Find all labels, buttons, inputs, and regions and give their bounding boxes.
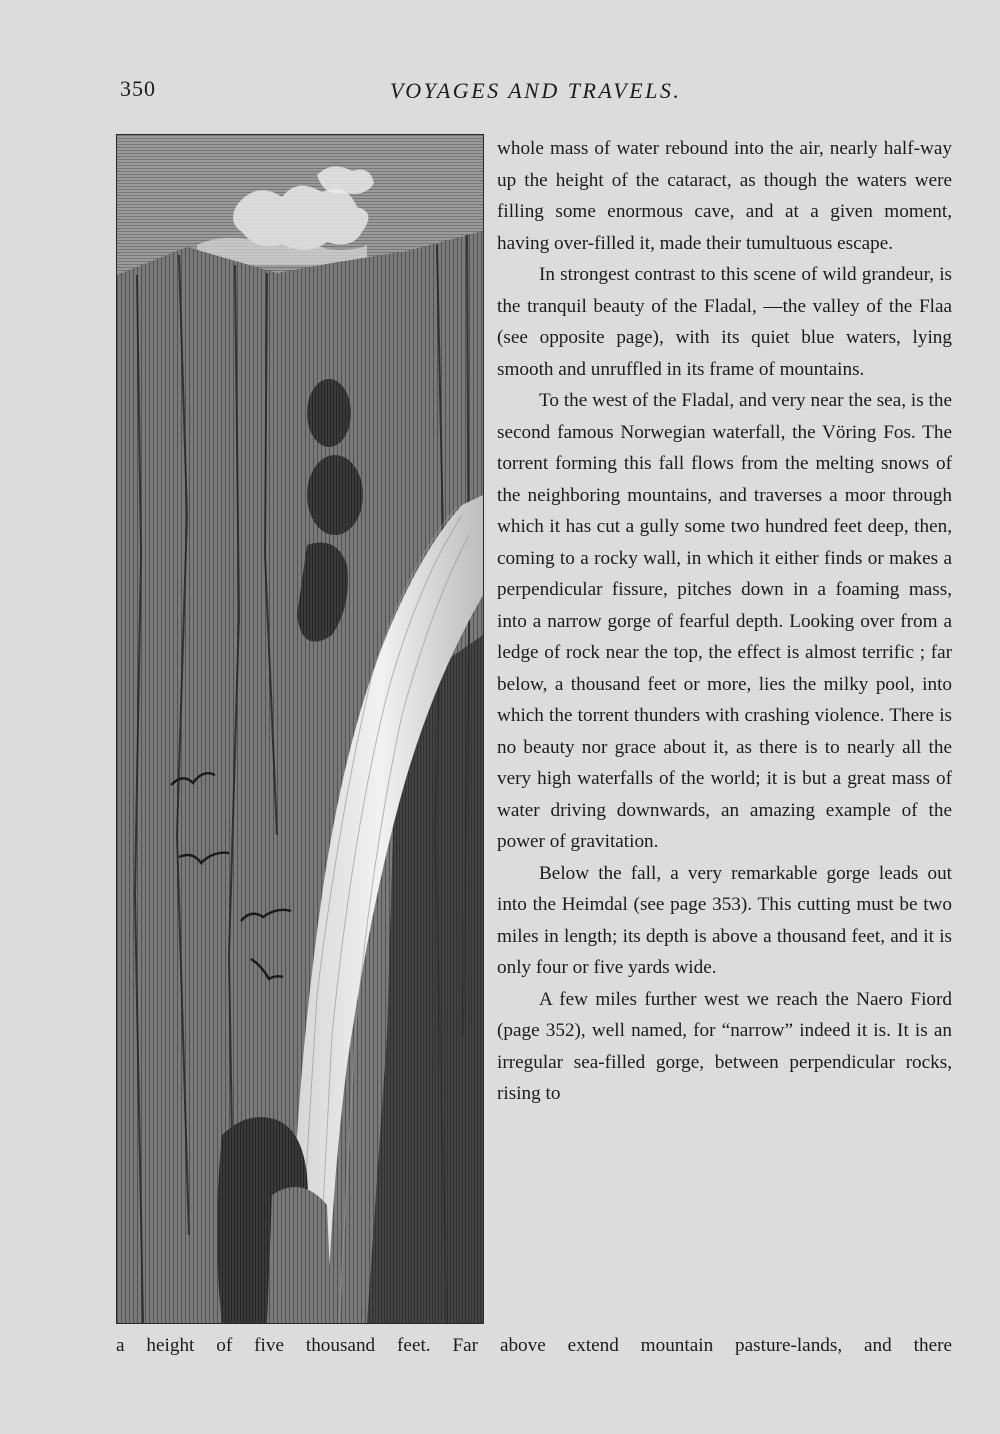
paragraph-voring-fos: To the west of the Fladal, and very near the sea, is the second famous Norwegian waterfall, the Vöring Fos. The torrent forming this fall flows from the melting snows of the neighboring mountains, and traverses a moor through which it has cut a gully some two hundred feet deep, then, coming to a rocky wall, in which it either finds or makes a perpendicular fissure, pitches down in a foaming mass, into a narrow gorge of fearful depth. Looking over from a ledge of rock near the top, the effect is almost terrific ; far below, a thousand feet or more, lies the milky pool, into which the torrent thunders with crashing violence. There is no beauty nor grace about it, as there is to nearly all the very high waterfalls of the world; it is but a great mass of water driving downwards, an amazing example of the power of gravitation. xyxy=(497,390,952,852)
page-last-line: a height of five thousand feet. Far above extend mountain pasture-lands, and there xyxy=(116,1335,952,1356)
waterfall-engraving-icon xyxy=(117,135,483,1323)
waterfall-engraving-illustration xyxy=(116,134,484,1324)
page-number: 350 xyxy=(120,76,156,101)
paragraph-fladal: In strongest contrast to this scene of wild grandeur, is the tranquil beauty of the Fladal, —the valley of the Flaa (see opposite page), with its quiet blue waters, lying smooth and unruffled in its frame of mountains. xyxy=(497,264,952,380)
body-text-column xyxy=(497,133,952,1110)
running-title: VOYAGES AND TRAVELS. xyxy=(390,78,682,103)
paragraph-continued: whole mass of water rebound into the air, nearly half-way up the height of the cataract, as though the waters were filling some enormous cave, and at a given moment, having over-filled it, made their tumultuous escape. xyxy=(497,138,952,254)
paragraph-gorge: Below the fall, a very remarkable gorge leads out into the Heimdal (see page 353). This cutting must be two miles in length; its depth is above a thousand feet, and it is only four or five yards wide. xyxy=(497,862,952,978)
paragraph-naero-fiord: A few miles further west we reach the Naero Fiord (page 352), well named, for “narrow” indeed it is. It is an irregular sea-filled gorge, between perpendicular rocks, rising to xyxy=(497,988,952,1104)
